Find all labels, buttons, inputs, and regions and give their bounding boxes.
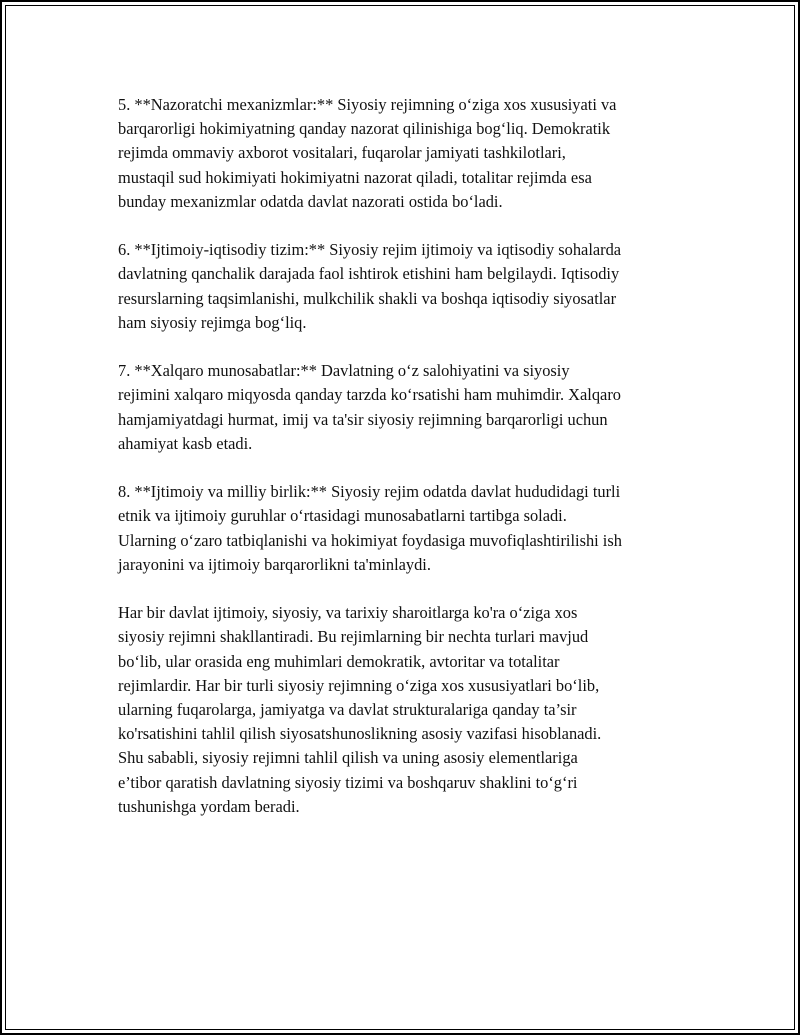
paragraph-control-mechanisms: 5. **Nazoratchi mexanizmlar:** Siyosiy rejimning o‘ziga xos xususiyati va barqarorligi hokimiyatning qanday nazorat qilinishiga bog‘liq. Demokratik rejimda ommaviy axborot vositalari, fuqarolar jamiyati tashkilotlari, mustaqil sud hokimiyati hokimiyatni nazorat qiladi, totalitar rejimda esa bunday mexanizmlar odatda davlat nazorati ostida bo‘ladi.: [118, 95, 617, 211]
paragraph-social-national-unity: 8. **Ijtimoiy va milliy birlik:** Siyosiy rejim odatda davlat hududidagi turli etnik va ijtimoiy guruhlar o‘rtasidagi munosabatlarni tartibga soladi. Ularning o‘zaro tatbiqlanishi va hokimiyat foydasiga muvofiqlashtirilishi ish jarayonini va ijtimoiy barqarorlikni ta'minlaydi.: [118, 482, 622, 574]
paragraph-international-relations: 7. **Xalqaro munosabatlar:** Davlatning o‘z salohiyatini va siyosiy rejimini xalqaro miqyosda qanday tarzda ko‘rsatishi ham muhimdir. Xalqaro hamjamiyatdagi hurmat, imij va ta'sir siyosiy rejimning barqarorligi uchun ahamiyat kasb etadi.: [118, 361, 621, 453]
paragraph-socio-economic-system: 6. **Ijtimoiy-iqtisodiy tizim:** Siyosiy rejim ijtimoiy va iqtisodiy sohalarda davlatning qanchalik darajada faol ishtirok etishini ham belgilaydi. Iqtisodiy resurslarning taqsimlanishi, mulkchilik shakli va boshqa iqtisodiy siyosatlar ham siyosiy rejimga bog‘liq.: [118, 240, 622, 332]
paragraph-conclusion: Har bir davlat ijtimoiy, siyosiy, va tarixiy sharoitlarga ko'ra o‘ziga xos siyosiy rejimni shakllantiradi. Bu rejimlarning bir nechta turlari mavjud bo‘lib, ular orasida eng muhimlari demokratik, avtoritar va totalitar rejimlardir. Har bir turli siyosiy rejimning o‘ziga xos xususiyatlari bo‘lib, ularning fuqarolarga, jamiyatga va davlat strukturalariga qanday ta’sir ko'rsatishini tahlil qilish siyosatshunoslikning asosiy vazifasi hisoblanadi. Shu sababli, siyosiy rejimni tahlil qilish va uning asosiy elementlariga e’tibor qaratish davlatning siyosiy tizimi va boshqaruv shaklini to‘g‘ri tushunishga yordam beradi.: [118, 603, 602, 816]
document-body: [118, 93, 700, 819]
